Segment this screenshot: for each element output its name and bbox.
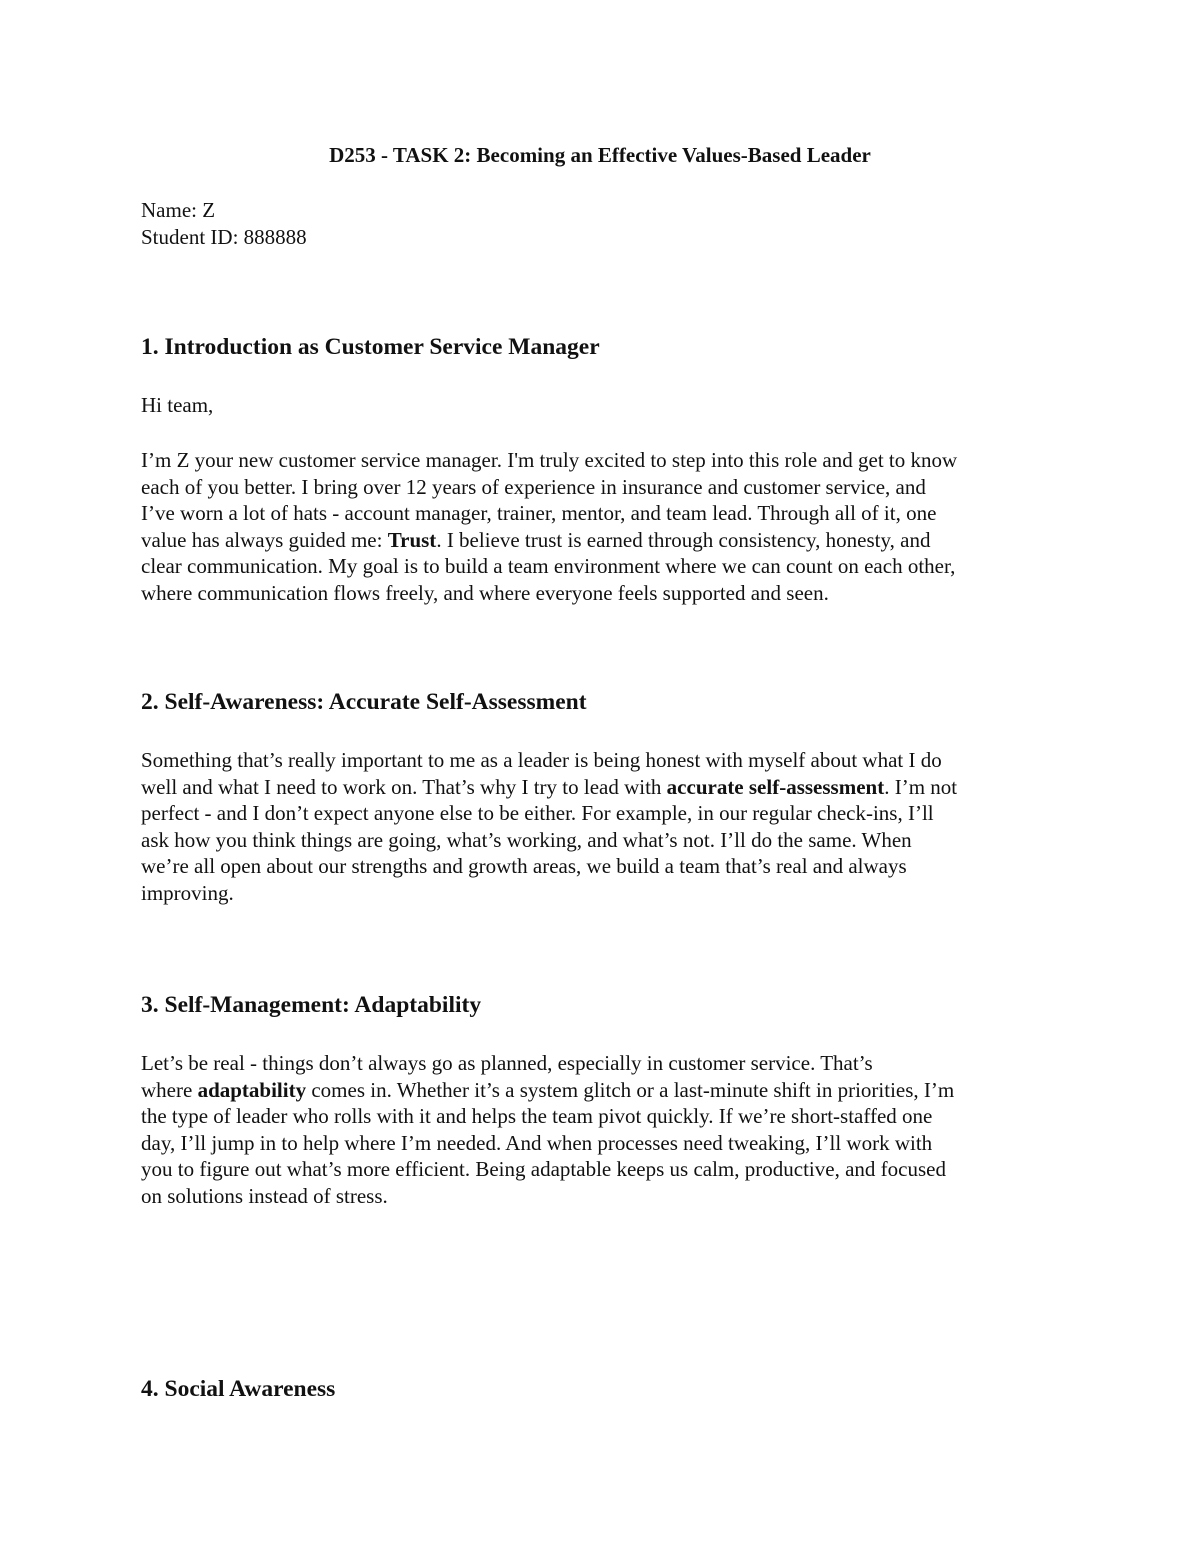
line-text: . I’m not: [884, 774, 958, 799]
line-text: . I believe trust is earned through consistency, honesty, and: [436, 527, 931, 552]
paragraph-line: [141, 1050, 954, 1077]
student-id-line: Student ID: 888888: [141, 224, 307, 249]
paragraph-line: [141, 880, 957, 907]
paragraph-line: [141, 1103, 954, 1130]
paragraph-line: [141, 747, 957, 774]
line-text: where: [141, 1077, 198, 1102]
section-2-heading: 2. Self-Awareness: Accurate Self-Assessment: [141, 689, 587, 715]
line-text: Something that’s really important to me as a leader is being honest with myself about what I do: [141, 748, 942, 772]
line-text: each of you better. I bring over 12 years of experience in insurance and customer service, and: [141, 474, 926, 499]
line-text: perfect - and I don’t expect anyone else to be either. For example, in our regular check-ins, I’ll: [141, 801, 934, 826]
name-line: Name: Z: [141, 198, 216, 222]
section-4-heading: 4. Social Awareness: [141, 1376, 336, 1402]
section-1-paragraph: [141, 447, 957, 607]
paragraph-line: [141, 500, 957, 527]
section-1-heading: 1. Introduction as Customer Service Manager: [141, 334, 600, 360]
line-text: day, I’ll jump in to help where I’m needed. And when processes need tweaking, I’ll work with: [141, 1130, 933, 1155]
greeting: Hi team,: [141, 393, 214, 417]
bold-term: adaptability: [197, 1077, 307, 1102]
line-text: well and what I need to work on. That’s why I try to lead with: [141, 774, 667, 799]
bold-term: Trust: [387, 527, 437, 552]
line-text: improving.: [141, 880, 234, 905]
line-text: the type of leader who rolls with it and helps the team pivot quickly. If we’re short-staffed one: [141, 1104, 933, 1129]
line-text: Let’s be real - things don’t always go as planned, especially in customer service. That’s: [141, 1051, 873, 1075]
paragraph-line: [141, 827, 957, 854]
paragraph-line: [141, 447, 957, 474]
paragraph-line: [141, 1156, 954, 1183]
paragraph-line: [141, 580, 957, 607]
section-3-paragraph: [141, 1050, 954, 1210]
section-2-paragraph: [141, 747, 957, 907]
line-text: I’m Z your new customer service manager. I'm truly excited to step into this role and get to know: [141, 448, 958, 472]
student-info: [141, 197, 307, 250]
line-text: value has always guided me:: [141, 527, 388, 552]
line-text: on solutions instead of stress.: [141, 1183, 388, 1208]
paragraph-line: [141, 1077, 954, 1104]
section-3-heading: 3. Self-Management: Adaptability: [141, 992, 482, 1018]
document-title: D253 - TASK 2: Becoming an Effective Values-Based Leader: [329, 143, 871, 167]
line-text: you to figure out what’s more efficient. Being adaptable keeps us calm, productive, and focused: [141, 1157, 946, 1182]
bold-term: accurate self-assessment: [666, 774, 885, 799]
line-text: ask how you think things are going, what’s working, and what’s not. I’ll do the same. When: [141, 827, 912, 852]
paragraph-line: [141, 800, 957, 827]
line-text: where communication flows freely, and where everyone feels supported and seen.: [141, 580, 829, 605]
paragraph-line: [141, 474, 957, 501]
paragraph-line: [141, 553, 957, 580]
line-text: clear communication. My goal is to build a team environment where we can count on each other,: [141, 554, 956, 579]
paragraph-line: [141, 1130, 954, 1157]
line-text: I’ve worn a lot of hats - account manager, trainer, mentor, and team lead. Through all of it, one: [141, 501, 937, 526]
line-text: we’re all open about our strengths and growth areas, we build a team that’s real and always: [141, 854, 907, 879]
line-text: comes in. Whether it’s a system glitch or a last-minute shift in priorities, I’m: [306, 1077, 955, 1102]
paragraph-line: [141, 1183, 954, 1210]
paragraph-line: [141, 527, 957, 554]
paragraph-line: [141, 774, 957, 801]
paragraph-line: [141, 853, 957, 880]
